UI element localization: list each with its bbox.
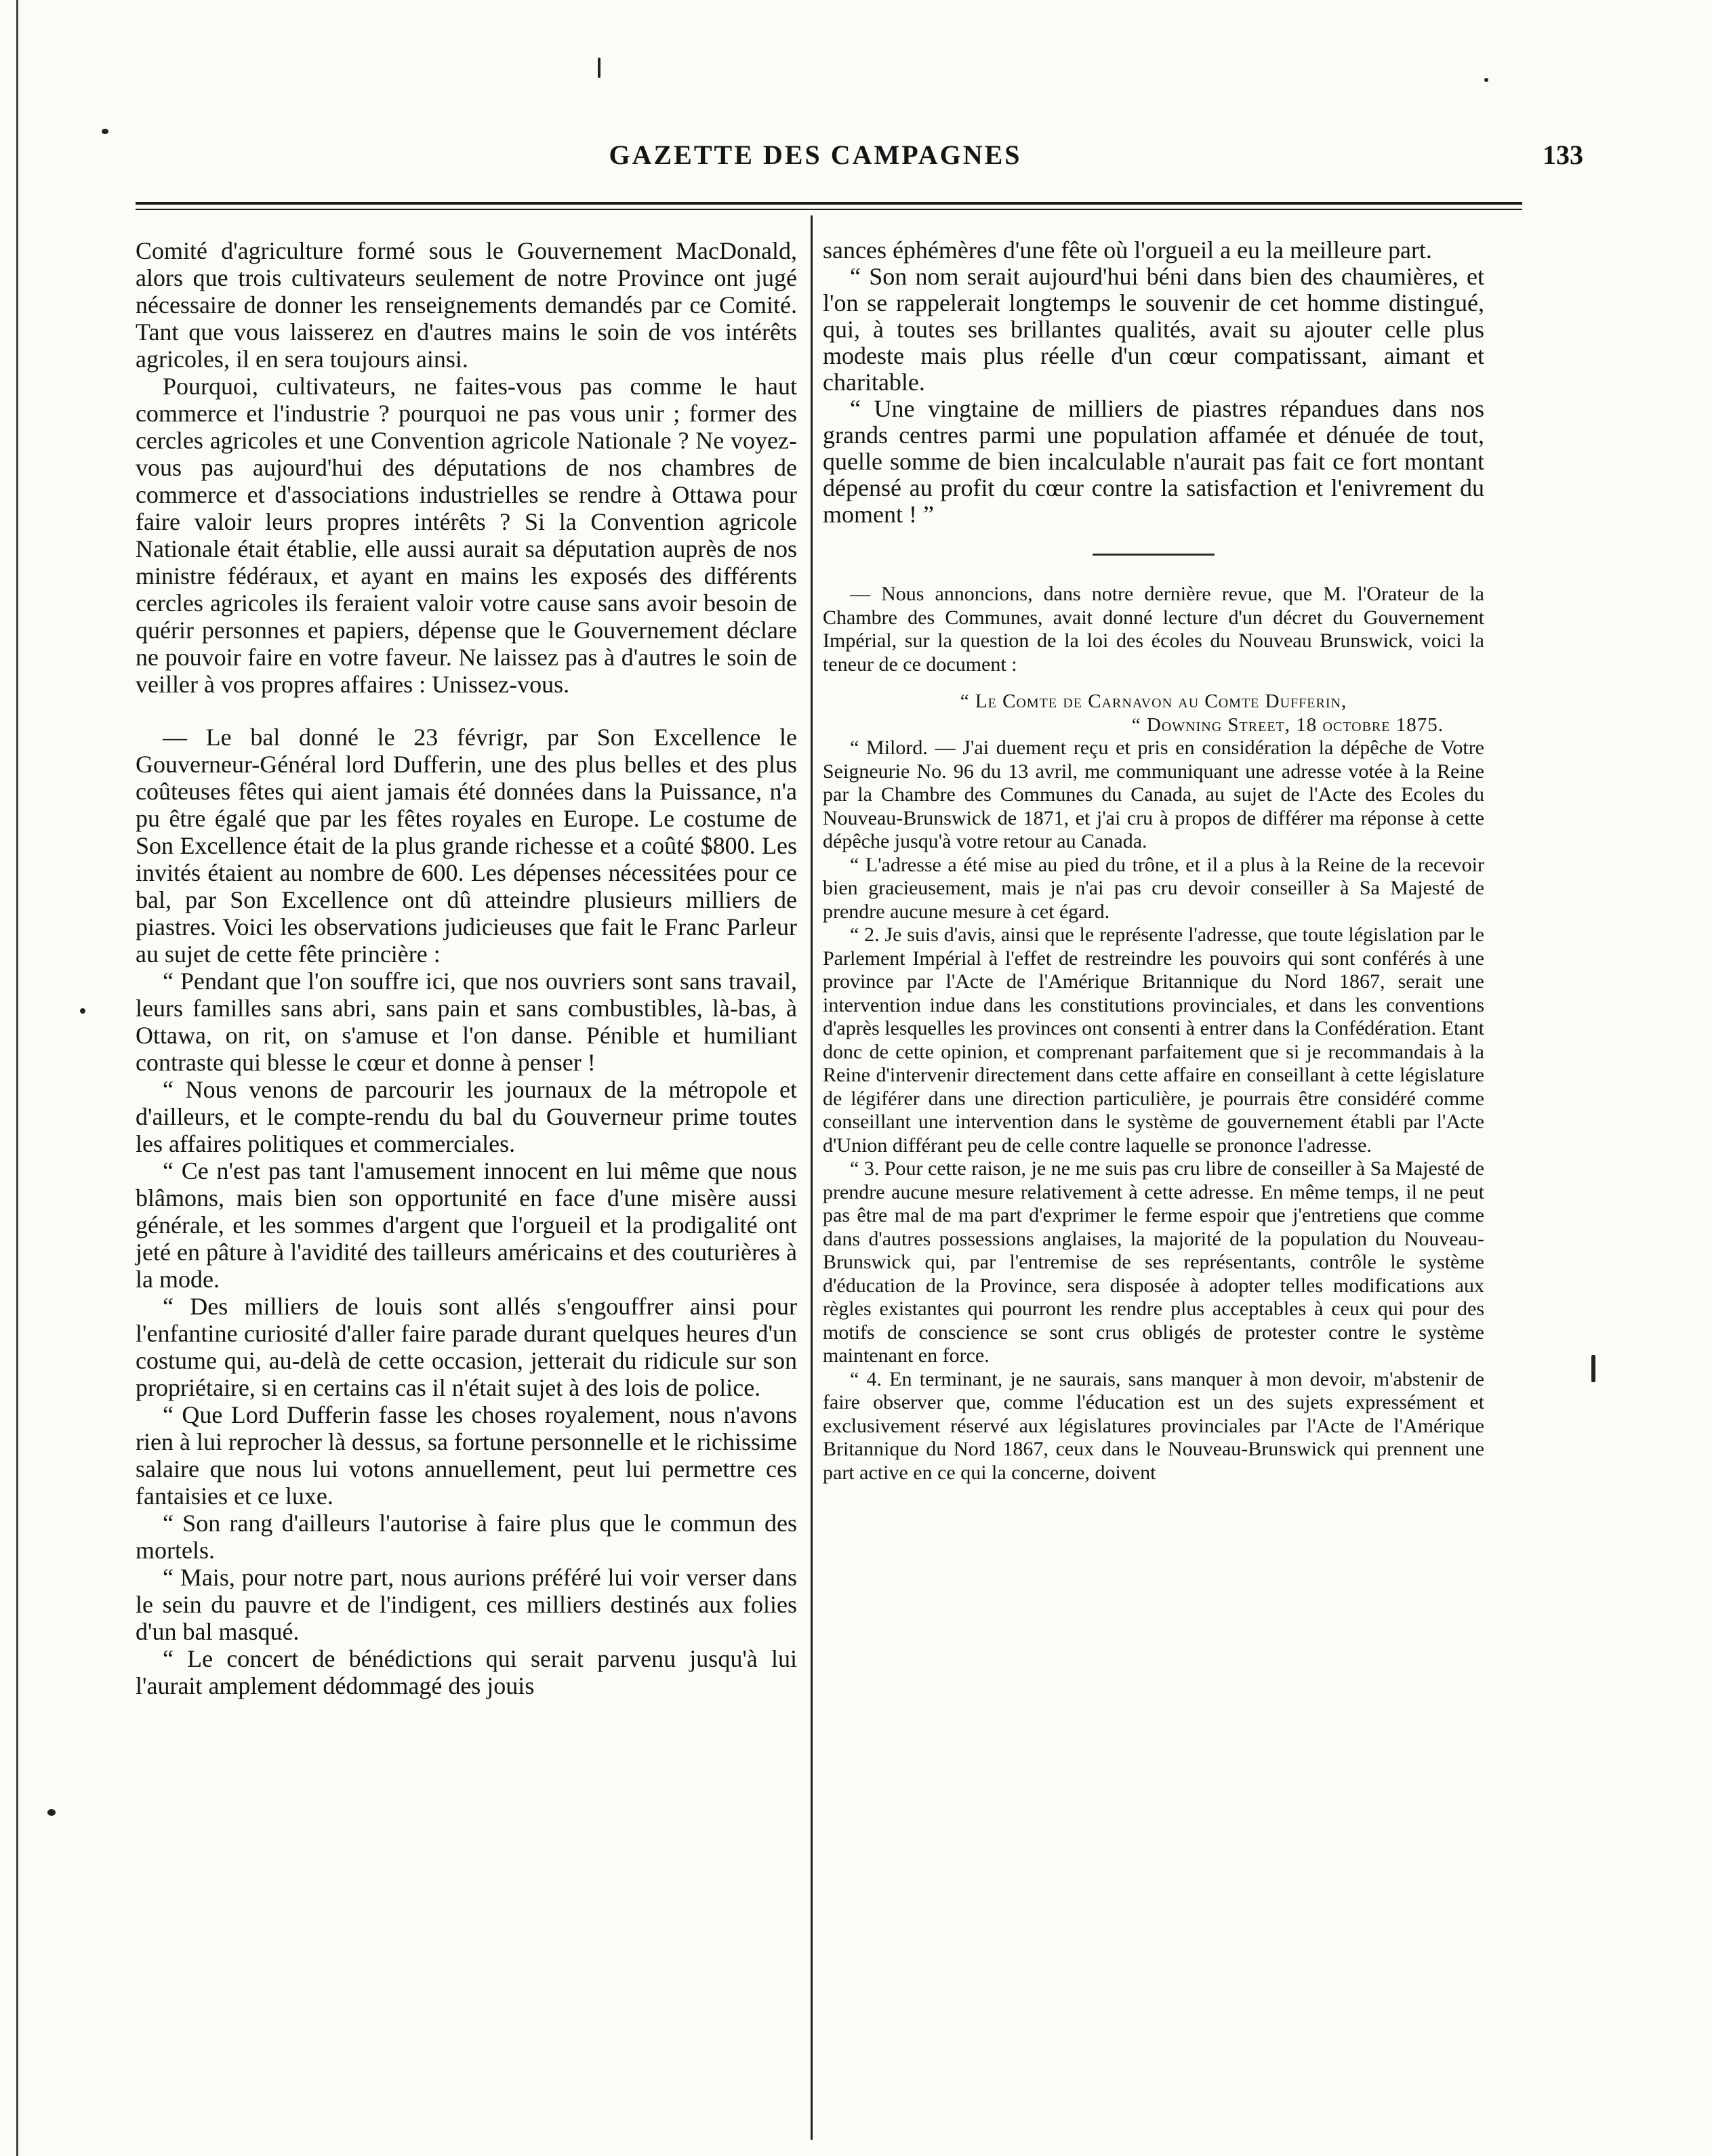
quote-paragraph: “ Mais, pour notre part, nous aurions préféré lui voir verser dans le sein du pauvre et de l'indigent, ces milliers destinés aux folies d'un bal masqué. [136, 1564, 797, 1645]
continuation-paragraph: “ Son nom serait aujourd'hui béni dans bien des chaumières, et l'on se rappelerait longtemps le souvenir de cet homme distingué, qui, à toutes ses brillantes qualités, avait su ajouter celle plus modeste mais plus réelle d'un cœur compatissant, aimant et charitable. [823, 263, 1484, 396]
scan-speck [598, 58, 600, 78]
scan-speck [102, 129, 108, 134]
scan-speck [1591, 1355, 1595, 1382]
page-number: 133 [1543, 140, 1583, 170]
quote-paragraph: “ Son rang d'ailleurs l'autorise à faire plus que le commun des mortels. [136, 1510, 797, 1564]
quote-paragraph: “ Nous venons de parcourir les journaux de la métropole et d'ailleurs, et le compte-rendu du bal du Gouverneur prime toutes les affaires politiques et commerciales. [136, 1076, 797, 1157]
paragraph: Comité d'agriculture formé sous le Gouvernement MacDonald, alors que trois cultivateurs seulement de notre Province ont jugé nécessaire de donner les renseignements demandés par ce Comité. Tant que vous laisserez en d'autres mains le soin de vos intérêts agricoles, il en sera toujours ainsi. [136, 237, 797, 373]
scan-speck [1484, 78, 1488, 82]
letter-dateline: “ Downing Street, 18 octobre 1875. [1131, 713, 1444, 736]
letter-paragraph: “ L'adresse a été mise au pied du trône, et il a plus à la Reine de la recevoir bien gracieusement, mais je n'ai pas cru devoir conseiller à Sa Majesté de prendre aucune mesure à cet égard. [823, 853, 1484, 923]
continuation-paragraph: “ Une vingtaine de milliers de piastres répandues dans nos grands centres parmi une population affamée et dénuée de tout, quelle somme de bien incalculable n'aurait pas fait ce fort montant dépensé au profit du cœur contre la satisfaction et l'enivrement du moment ! ” [823, 395, 1484, 528]
letter-paragraph: “ 2. Je suis d'avis, ainsi que le représente l'adresse, que toute législation par le Parlement Impérial à l'effet de restreindre les pouvoirs qui sont conférés à une province par l'Acte de l'Amérique Britannique du Nord 1867, serait une intervention indue dans les constitutions provinciales, et dans les conventions d'après lesquelles les provinces ont consenti à entrer dans la Confédération. Etant donc de cette opinion, et comprenant parfaitement que si je recommandais à la Reine d'intervenir directement dans cette affaire en conseillant à cette législature de légiférer dans une direction particulière, je pourrais être considéré comme conseillant une intervention dans le système de gouvernement établi par l'Acte d'Union différant peu de celle contre laquelle se prononce l'adresse. [823, 924, 1484, 1157]
right-column [823, 237, 1484, 2129]
continuation-paragraph: sances éphémères d'une fête où l'orgueil a eu la meilleure part. [823, 236, 1432, 264]
letter-heading: “ Le Comte de Carnavon au Comte Dufferin, [960, 690, 1347, 712]
scan-speck [47, 1809, 56, 1816]
header-rule-thin [136, 209, 1522, 210]
letter-paragraph: “ 4. En terminant, je ne saurais, sans manquer à mon devoir, m'abstenir de faire observer que, comme l'éducation est un des sujets expressément et exclusivement réservé aux législatures provinciales par l'Acte de l'Amérique Britannique du Nord 1867, ceux dans le Nouveau-Brunswick qui prennent une part active en ce qui la concerne, doivent [823, 1367, 1484, 1484]
quote-paragraph: “ Pendant que l'on souffre ici, que nos ouvriers sont sans travail, leurs familles sans abri, sans pain et sans combustibles, là-bas, à Ottawa, on rit, on s'amuse et l'on danse. Pénible et humiliant contraste qui blesse le cœur et donne à penser ! [136, 968, 797, 1076]
ball-article-paragraph: — Le bal donné le 23 févrigr, par Son Excellence le Gouverneur-Général lord Dufferin, une des plus belles et des plus coûteuses fêtes qui aient jamais été données dans la Puissance, n'a pu être égalé que par les fêtes royales en Europe. Le costume de Son Excellence était de la plus grande richesse et a coûté $800. Les invités étaient au nombre de 600. Les dépenses nécessitées pour ce bal, par Son Excellence ont dû atteindre plusieurs milliers de piastres. Voici les observations judicieuses que fait le Franc Parleur au sujet de cette fête princière : [136, 724, 797, 968]
letter-paragraph: “ 3. Pour cette raison, je ne me suis pas cru libre de conseiller à Sa Majesté de prendre aucune mesure relativement à cette adresse. En même temps, il ne peut pas être mal de ma part d'exprimer le ferme espoir que j'entretiens que comme dans d'autres possessions anglaises, la majorité de la population du Nouveau-Brunswick qui, par l'entremise de ses représentants, contrôle le système d'éducation de la Province, sera disposée à adopter telles modifications aux règles existantes qui pourront les rendre plus acceptables à ceux qui pour des motifs de conscience se sont crus obligés de protester contre le système maintenant en force. [823, 1157, 1484, 1367]
quote-paragraph: “ Des milliers de louis sont allés s'engouffrer ainsi pour l'enfantine curiosité d'aller faire parade durant quelques heures d'un costume qui, au-delà de cette occasion, jetterait du ridicule sur son propriétaire, si en certains cas il n'était sujet à des lois de police. [136, 1293, 797, 1401]
header-rule-thick [136, 202, 1522, 205]
page-edge-line [16, 0, 18, 2156]
quote-paragraph: “ Ce n'est pas tant l'amusement innocent en lui même que nous blâmons, mais bien son opportunité en face d'une misère aussi générale, et les sommes d'argent que l'orgueil et la prodigalité ont jeté en pâture à l'avidité des tailleurs américains et des couturières à la mode. [136, 1157, 797, 1293]
quote-paragraph: “ Le concert de bénédictions qui serait parvenu jusqu'à lui l'aurait amplement dédommagé des jouis [136, 1645, 797, 1699]
column-divider [811, 215, 813, 2140]
scan-speck [80, 1008, 85, 1014]
letter-paragraph: “ Milord. — J'ai duement reçu et pris en considération la dépêche de Votre Seigneurie No. 96 du 13 avril, me communiquant une adresse votée à la Reine par la Chambre des Communes du Canada, au sujet de l'Acte des Ecoles du Nouveau-Brunswick de 1871, et j'ai cru à propos de différer ma réponse à cette dépêche jusqu'à votre retour au Canada. [823, 737, 1484, 852]
page-header [122, 139, 1583, 180]
announcement-paragraph: — Nous annoncions, dans notre dernière revue, que M. l'Orateur de la Chambre des Communes, avait donné lecture d'un décret du Gouvernement Impérial, sur la question de la loi des écoles du Nouveau Brunswick, voici la teneur de ce document : [823, 583, 1484, 676]
paragraph: Pourquoi, cultivateurs, ne faites-vous pas comme le haut commerce et l'industrie ? pourquoi ne pas vous unir ; former des cercles agricoles et une Convention agricole Nationale ? Ne voyez-vous pas aujourd'hui des députations de nos chambres de commerce et d'associations industrielles se rendre à Ottawa pour faire valoir leurs propres intérêts ? Si la Convention agricole Nationale était établie, elle aussi aurait sa députation auprès de nos ministre fédéraux, et ayant en mains les exposés des différents cercles agricoles ils feraient valoir votre cause sans avoir besoin de quérir personnes et papiers, dépense que le Gouvernement déclare ne pouvoir faire en votre faveur. Ne laissez pas à d'autres le soin de veiller à vos propres affaires : Unissez-vous. [136, 373, 797, 698]
section-separator [1093, 554, 1215, 556]
quote-paragraph: “ Que Lord Dufferin fasse les choses royalement, nous n'avons rien à lui reprocher là dessus, sa fortune personnelle et le richissime salaire que nous lui votons annuellement, peut lui permettre ces fantaisies et ce luxe. [136, 1401, 797, 1510]
newspaper-title: GAZETTE DES CAMPAGNES [609, 140, 1022, 170]
left-column [136, 237, 797, 2129]
